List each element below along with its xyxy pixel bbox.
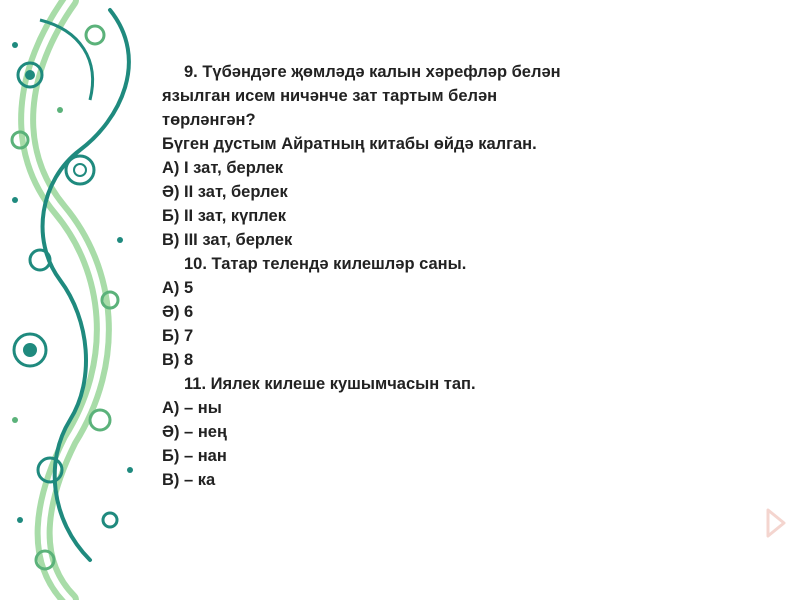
question-11-option-v: В) – ка — [162, 471, 216, 489]
question-11-option-ae: Ә) – нең — [162, 423, 227, 441]
question-9-line-2: язылган исем ничәнче зат тартым белән — [162, 87, 498, 105]
question-text — [162, 60, 722, 492]
question-10-text: 10. Татар телендә килешләр саны. — [184, 255, 467, 273]
question-9-option-ae: Ә) II зат, берлек — [162, 183, 288, 201]
question-10-option-ae: Ә) 6 — [162, 303, 194, 321]
question-9-option-b: Б) II зат, күплек — [162, 207, 286, 225]
question-11-option-a: А) – ны — [162, 399, 222, 417]
question-11-text: 11. Иялек килеше кушымчасын тап. — [184, 375, 476, 393]
question-9-line-1: 9. Түбәндәге җөмләдә калын хәрефләр белән — [184, 63, 561, 81]
question-10-option-a: А) 5 — [162, 279, 194, 297]
question-9-sentence: Бүген дустым Айратның китабы өйдә калган. — [162, 135, 537, 153]
question-9-option-v: В) III зат, берлек — [162, 231, 293, 249]
question-10-option-v: В) 8 — [162, 351, 194, 369]
question-11-option-b: Б) – нан — [162, 447, 227, 465]
question-9-option-a: А) I зат, берлек — [162, 159, 284, 177]
question-9-line-3: төрләнгән? — [162, 111, 256, 129]
question-10-option-b: Б) 7 — [162, 327, 194, 345]
next-arrow-icon[interactable] — [764, 506, 788, 540]
